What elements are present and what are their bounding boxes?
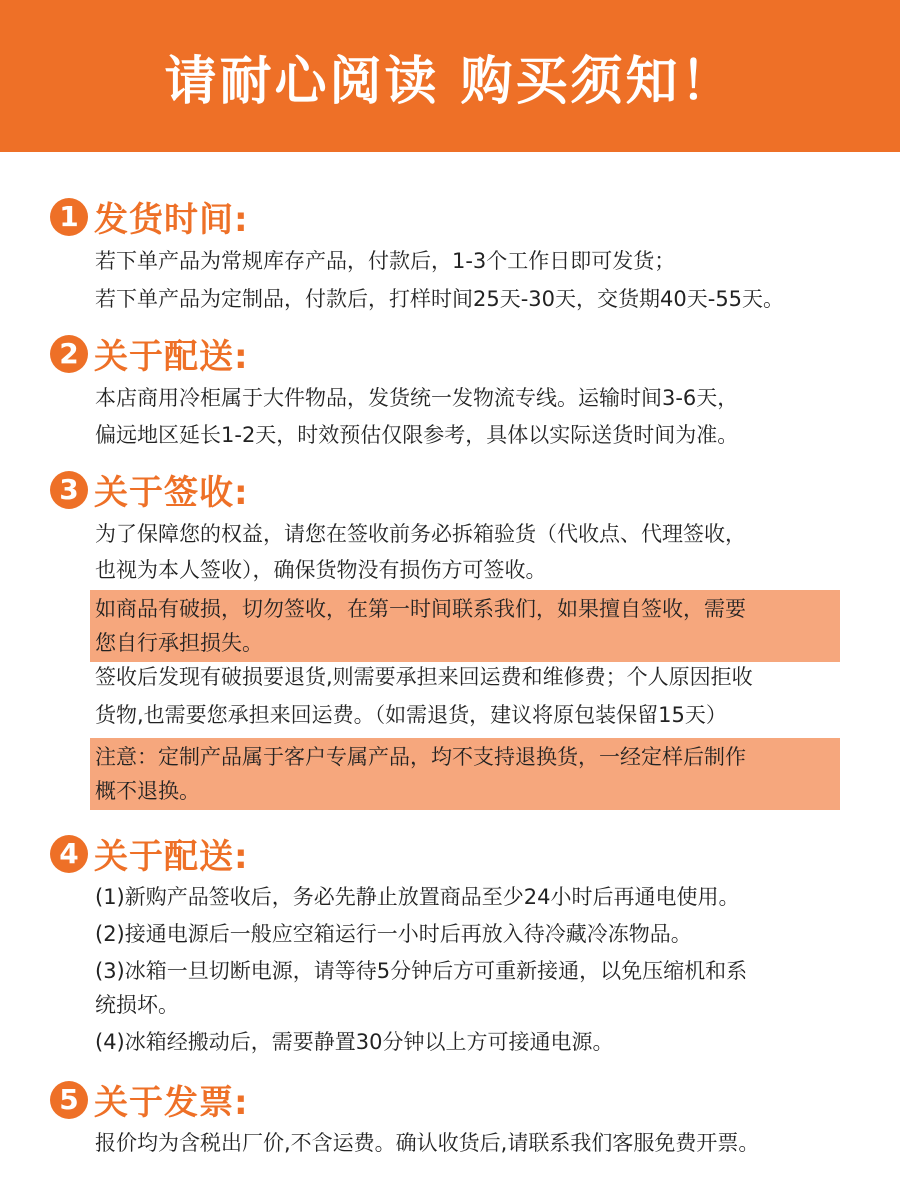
section-number-badge: 1 xyxy=(50,198,88,236)
section-1-heading xyxy=(50,192,249,241)
header-banner xyxy=(0,0,900,152)
section-4-line: (4)冰箱经搬动后，需要静置30分钟以上方可接通电源。 xyxy=(95,1030,614,1054)
section-title: 关于配送: xyxy=(94,837,249,877)
section-4-line: (1)新购产品签收后，务必先静止放置商品至少24小时后再通电使用。 xyxy=(95,885,740,909)
section-title: 关于配送: xyxy=(94,337,249,377)
section-4-line: 统损坏。 xyxy=(95,993,179,1017)
section-number-badge: 2 xyxy=(50,335,88,373)
section-number-badge: 5 xyxy=(50,1081,88,1119)
section-title: 发货时间: xyxy=(94,200,249,240)
page-title: 请耐心阅读 购买须知！ xyxy=(164,51,736,112)
section-number-badge: 4 xyxy=(50,835,88,873)
section-5-line: 报价均为含税出厂价,不含运费。确认收货后,请联系我们客服免费开票。 xyxy=(95,1131,760,1155)
section-2-line: 偏远地区延长1-2天，时效预估仅限参考，具体以实际送货时间为准。 xyxy=(95,423,739,447)
section-4-line: (2)接通电源后一般应空箱运行一小时后再放入待冷藏冷冻物品。 xyxy=(95,922,692,946)
section-3-heading xyxy=(50,465,249,514)
section-1-line: 若下单产品为定制品，付款后，打样时间25天-30天，交货期40天-55天。 xyxy=(95,287,785,311)
section-3-line: 也视为本人签收），确保货物没有损伤方可签收。 xyxy=(95,558,547,582)
section-5-heading xyxy=(50,1075,249,1124)
section-3-line: 签收后发现有破损要退货,则需要承担来回运费和维修费；个人原因拒收 xyxy=(95,665,753,689)
section-3-line: 货物,也需要您承担来回运费。（如需退货，建议将原包装保留15天） xyxy=(95,703,727,727)
section-4-heading xyxy=(50,829,249,878)
section-title: 关于发票: xyxy=(94,1083,249,1123)
section-2-line: 本店商用冷柜属于大件物品，发货统一发物流专线。运输时间3-6天， xyxy=(95,386,739,410)
section-number-badge: 3 xyxy=(50,471,88,509)
section-1-line: 若下单产品为常规库存产品，付款后，1-3个工作日即可发货； xyxy=(95,249,676,273)
section-3-line: 为了保障您的权益，请您在签收前务必拆箱验货（代收点、代理签收， xyxy=(95,522,746,546)
section-title: 关于签收: xyxy=(94,473,249,513)
notice-highlight xyxy=(90,738,840,810)
section-2-heading xyxy=(50,329,249,378)
warning-highlight xyxy=(90,590,840,662)
section-4-line: (3)冰箱一旦切断电源，请等待5分钟后方可重新接通，以免压缩机和系 xyxy=(95,959,748,983)
highlight-line: 注意：定制产品属于客户专属产品，均不支持退换货，一经定样后制作 xyxy=(95,745,746,769)
highlight-line: 如商品有破损，切勿签收，在第一时间联系我们，如果擅自签收，需要 xyxy=(95,597,746,621)
highlight-line: 概不退换。 xyxy=(95,779,200,803)
highlight-line: 您自行承担损失。 xyxy=(95,631,263,655)
